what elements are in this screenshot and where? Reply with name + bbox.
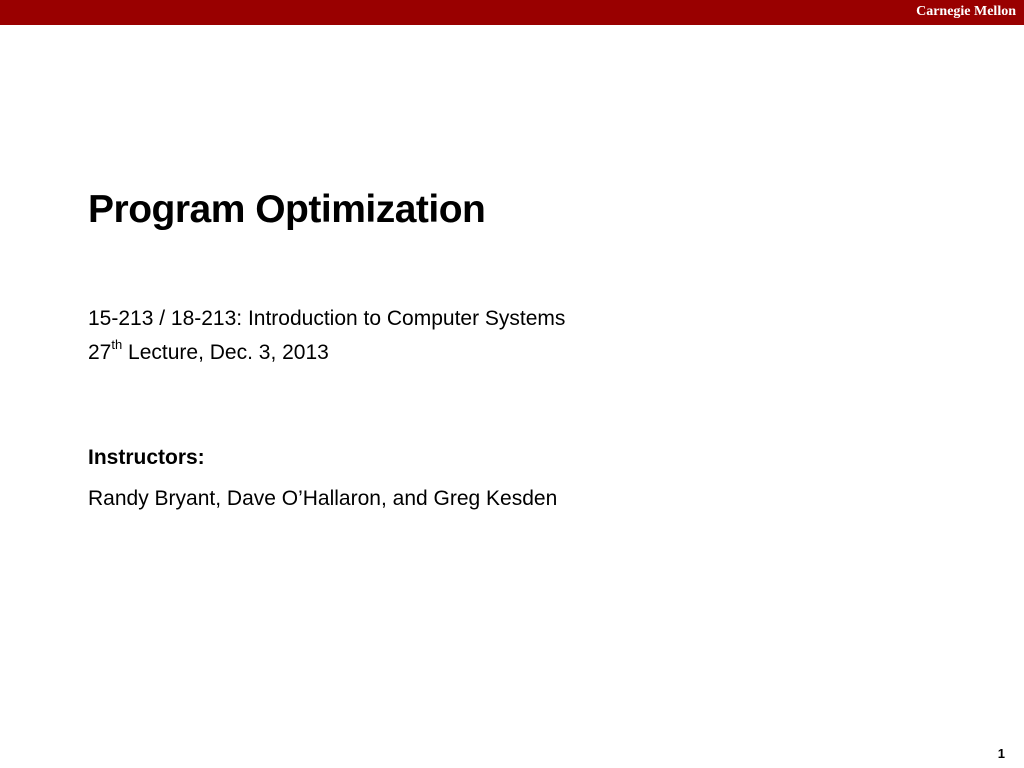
lecture-number: 27 — [88, 341, 112, 364]
course-line: 15-213 / 18-213: Introduction to Computer Systems — [88, 307, 566, 330]
instructors-label: Instructors: — [88, 446, 205, 469]
slide-title: Program Optimization — [88, 188, 486, 231]
instructors-names: Randy Bryant, Dave O’Hallaron, and Greg Kesden — [88, 487, 558, 510]
header-bar — [0, 0, 1024, 25]
lecture-ordinal-suffix: th — [111, 337, 123, 352]
lecture-details: Lecture, Dec. 3, 2013 — [122, 341, 329, 364]
page-number: 1 — [997, 746, 1005, 761]
lecture-line — [88, 339, 329, 367]
brand-label: Carnegie Mellon — [916, 4, 1016, 19]
